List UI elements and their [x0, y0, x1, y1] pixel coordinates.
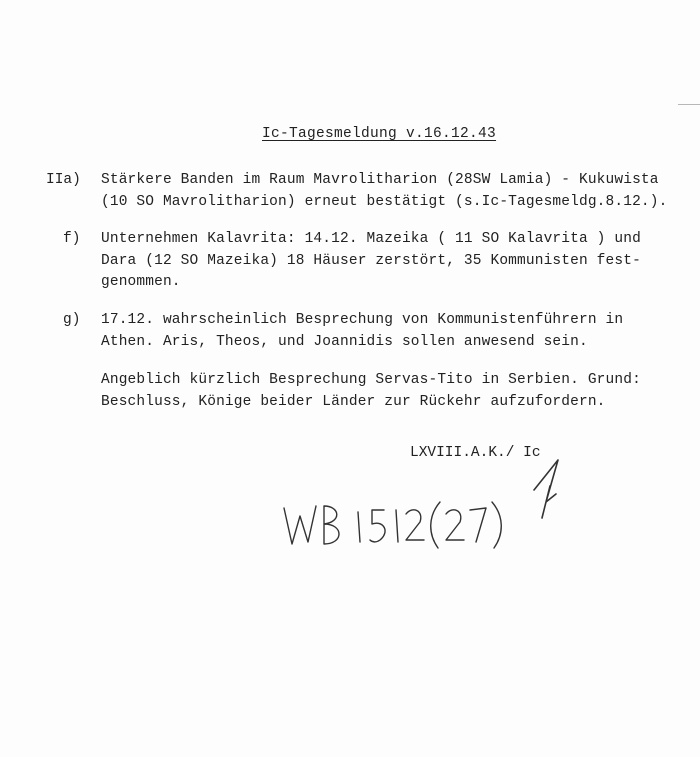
section-marker-g: g) [63, 312, 81, 328]
text-line: genommen. [101, 274, 181, 290]
text-line: Stärkere Banden im Raum Mavrolitharion (28SW Lamia) - Kukuwista [101, 172, 659, 188]
text-line: Dara (12 SO Mazeika) 18 Häuser zerstört, 35 Kommunisten fest- [101, 252, 641, 269]
text-line: Athen. Aris, Theos, und Joannidis sollen anwesend sein. [101, 333, 588, 350]
section-unmarked-text [101, 370, 641, 413]
text-line: (10 SO Mavrolitharion) erneut bestätigt (s.Ic-Tagesmeldg.8.12.). [101, 193, 668, 210]
text-line: 17.12. wahrscheinlich Besprechung von Kommunistenführern in [101, 312, 624, 328]
text-line: Beschluss, Könige beider Länder zur Rückehr aufzufordern. [101, 393, 606, 410]
signature-line: LXVIII.A.K./ Ic [410, 445, 541, 461]
section-iia-text [101, 170, 668, 213]
section-marker-iia: IIa) [46, 172, 81, 188]
handwritten-reference [280, 498, 510, 550]
handwritten-initial-mark [528, 456, 568, 520]
scan-edge-mark [678, 104, 700, 105]
section-f-text [101, 229, 641, 294]
text-line: Angeblich kürzlich Besprechung Servas-Tito in Serbien. Grund: [101, 372, 641, 388]
section-g-text [101, 310, 623, 353]
text-line: Unternehmen Kalavrita: 14.12. Mazeika ( 11 SO Kalavrita ) und [101, 231, 641, 247]
section-marker-f: f) [63, 231, 81, 247]
report-title: Ic-Tagesmeldung v.16.12.43 [262, 126, 497, 142]
